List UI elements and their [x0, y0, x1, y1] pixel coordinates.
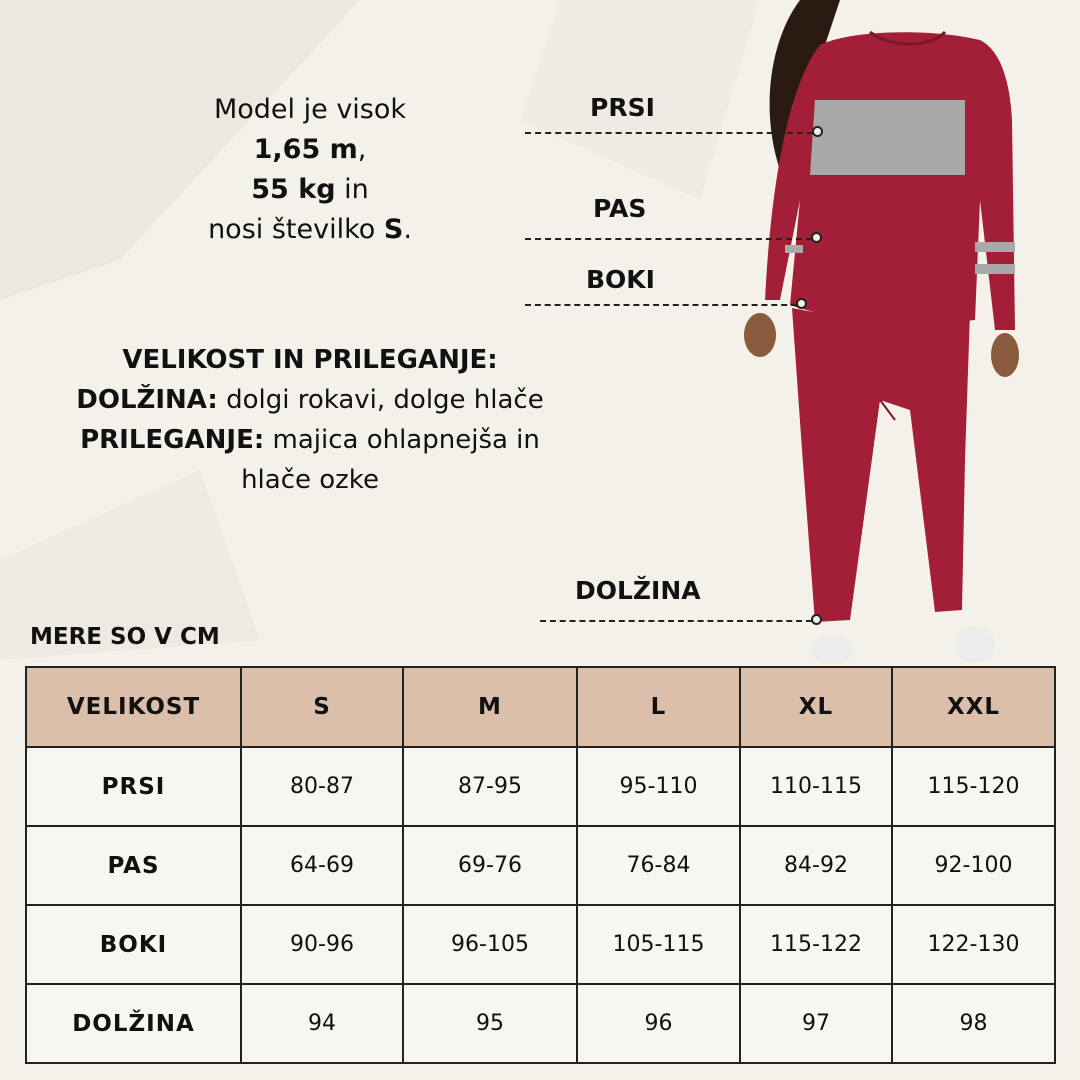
table-cell: 122-130 — [892, 905, 1055, 984]
header-cell-xl: XL — [740, 667, 892, 747]
size-table — [25, 666, 1056, 1064]
table-row — [26, 826, 1055, 905]
model-height-suffix: , — [357, 134, 367, 165]
table-cell: 115-120 — [892, 747, 1055, 826]
table-row — [26, 747, 1055, 826]
table-cell: 96-105 — [403, 905, 577, 984]
table-cell: 96 — [577, 984, 740, 1063]
table-cell: 95-110 — [577, 747, 740, 826]
model-size: S — [383, 214, 404, 245]
fit-fit-value: majica ohlapnejša in — [264, 425, 540, 455]
model-line-3 — [160, 170, 460, 210]
fit-info — [40, 340, 580, 500]
table-cell: 98 — [892, 984, 1055, 1063]
measure-line-chest — [525, 132, 813, 134]
fit-length-line — [40, 380, 580, 420]
measure-dot-waist — [811, 232, 822, 243]
size-table-header-row — [26, 667, 1055, 747]
model-weight: 55 kg — [251, 174, 336, 205]
model-info — [160, 90, 460, 250]
header-cell-l: L — [577, 667, 740, 747]
table-cell: 92-100 — [892, 826, 1055, 905]
units-label: MERE SO V CM — [30, 624, 220, 650]
fit-fit-line — [40, 420, 580, 460]
table-cell: 115-122 — [740, 905, 892, 984]
fit-length-label: DOLŽINA: — [76, 385, 218, 415]
measure-line-length — [540, 620, 812, 622]
table-cell: 84-92 — [740, 826, 892, 905]
row-label-waist: PAS — [26, 826, 241, 905]
table-cell: 76-84 — [577, 826, 740, 905]
fit-fit-line-2: hlače ozke — [241, 465, 379, 495]
fit-title: VELIKOST IN PRILEGANJE: — [122, 345, 498, 375]
header-cell-xxl: XXL — [892, 667, 1055, 747]
row-label-chest: PRSI — [26, 747, 241, 826]
measure-label-hips: BOKI — [586, 265, 655, 294]
table-cell: 97 — [740, 984, 892, 1063]
model-line-4 — [160, 210, 460, 250]
model-line-2 — [160, 130, 460, 170]
model-line-1: Model je visok — [213, 94, 407, 125]
table-cell: 64-69 — [241, 826, 403, 905]
header-cell-m: M — [403, 667, 577, 747]
model-weight-suffix: in — [335, 174, 369, 205]
measure-line-hips — [525, 304, 797, 306]
fit-fit-label: PRILEGANJE: — [80, 425, 265, 455]
table-cell: 95 — [403, 984, 577, 1063]
table-cell: 105-115 — [577, 905, 740, 984]
table-row — [26, 905, 1055, 984]
model-wears-prefix: nosi številko — [208, 214, 384, 245]
table-cell: 69-76 — [403, 826, 577, 905]
table-cell: 110-115 — [740, 747, 892, 826]
measure-label-length: DOLŽINA — [575, 576, 701, 605]
table-cell: 87-95 — [403, 747, 577, 826]
measure-label-waist: PAS — [593, 194, 647, 223]
header-cell-size: VELIKOST — [26, 667, 241, 747]
measure-dot-hips — [796, 298, 807, 309]
table-cell: 94 — [241, 984, 403, 1063]
model-size-suffix: . — [403, 214, 412, 245]
table-row — [26, 984, 1055, 1063]
measure-label-chest: PRSI — [590, 93, 655, 122]
row-label-length: DOLŽINA — [26, 984, 241, 1063]
table-cell: 80-87 — [241, 747, 403, 826]
row-label-hips: BOKI — [26, 905, 241, 984]
model-figure — [730, 0, 1060, 668]
measure-dot-chest — [812, 126, 823, 137]
table-cell: 90-96 — [241, 905, 403, 984]
model-height: 1,65 m — [253, 134, 358, 165]
measure-line-waist — [525, 238, 812, 240]
header-cell-s: S — [241, 667, 403, 747]
fit-length-value: dolgi rokavi, dolge hlače — [217, 385, 544, 415]
measure-dot-length — [811, 614, 822, 625]
